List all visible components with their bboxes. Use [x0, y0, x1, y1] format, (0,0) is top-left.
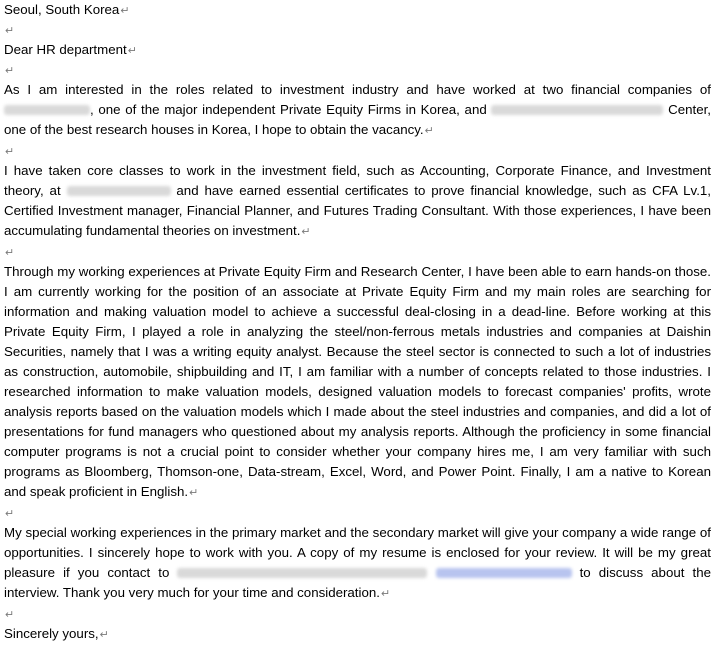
paragraph-text: Through my working experiences at Private Equity Firm and Research Center, I have been able to earn hands-on those. I am currently working for the position of an associate at Private Equity Firm and my main roles are searching for information and making valuation model to achieve a successful deal-closing in a dead-line. Before working at this Private Equity Firm, I played a role in analyzing the steel/non-ferrous metals industries and companies at Daishin Securities, namely that I was a writing equity analyst. Because the steel sector is connected to such a lot of industries as construction, automobile, shipbuilding and IT, I am familiar with a number of concepts related to those industries. I researched information to make valuation models, designed valuation models to forecast companies' profits, wrote analysis reports based on the valuation models which I made about the steel industries and companies, and did a lot of presentations for fund managers who questioned about my analysis reports. Although the proficiency in some financial computer programs is not a crucial point to consider whether your company hires me, I am very familiar with such programs as Bloomberg, Thomson-one, Data-stream, Excel, Word, and Power Point. Finally, I am a native to Korean and speak proficient in English.: [4, 264, 711, 499]
paragraph-mark-icon: ↵: [424, 125, 434, 137]
closing-text: Sincerely yours,: [4, 626, 99, 641]
redacted-email-link[interactable]: [436, 568, 572, 578]
paragraph-mark-icon: ↵: [380, 588, 391, 600]
paragraph-mark-icon: ↵: [189, 487, 199, 499]
empty-line: [4, 141, 711, 161]
paragraph-mark-icon: ↵: [127, 45, 137, 57]
paragraph-mark-icon: ↵: [5, 609, 15, 621]
empty-line: [4, 242, 711, 262]
empty-line: [4, 20, 711, 40]
paragraph-text: As I am interested in the roles related to investment industry and have worked at two financial companies of: [4, 82, 711, 97]
paragraph-mark-icon: ↵: [99, 629, 109, 641]
location-line: [4, 0, 711, 20]
redacted-company-name: [4, 105, 90, 115]
salutation-text: Dear HR department: [4, 42, 127, 57]
empty-line: [4, 604, 711, 624]
paragraph-mark-icon: ↵: [5, 65, 15, 77]
paragraph-mark-icon: ↵: [120, 5, 130, 17]
paragraph-mark-icon: ↵: [301, 226, 311, 238]
paragraph-text: I have taken core classes to work in the investment field, such as Accounting, Corporate Finance, and Investment theory, at: [4, 163, 711, 198]
empty-line: [4, 503, 711, 523]
paragraph-interest: [4, 80, 711, 141]
paragraph-text: My special working experiences in the primary market and the secondary market will give your company a wide range of opportunities. I sincerely hope to work with you. A copy of my resume is enclosed for your review. It will be my great pleasure if you contact to: [4, 525, 711, 580]
paragraph-mark-icon: ↵: [5, 146, 15, 158]
empty-line: [4, 60, 711, 80]
location-text: Seoul, South Korea: [4, 2, 120, 17]
paragraph-text: Center, one of the best research houses in Korea, I hope to obtain the vacancy.: [4, 102, 711, 137]
paragraph-text: to discuss about the interview. Thank you very much for your time and consideration.: [4, 565, 711, 600]
paragraph-mark-icon: ↵: [5, 25, 15, 37]
paragraph-mark-icon: ↵: [5, 508, 15, 520]
paragraph-text: and have earned essential certificates to prove financial knowledge, such as CFA Lv.1, Certified Investment manager, Financial Planner, and Futures Trading Consultant. With those experiences, I have been accumulating fundamental theories on investment.: [4, 183, 711, 238]
paragraph-text: , one of the major independent Private Equity Firms in Korea, and: [90, 102, 492, 117]
paragraph-closing-request: [4, 523, 711, 604]
closing-line: [4, 624, 711, 644]
salutation-line: [4, 40, 711, 60]
paragraph-education: [4, 161, 711, 242]
paragraph-experience: [4, 262, 711, 503]
paragraph-mark-icon: ↵: [5, 247, 15, 259]
redacted-company-name: [491, 105, 663, 115]
redacted-university-name: [67, 186, 171, 196]
redacted-phone-number: [177, 568, 427, 578]
